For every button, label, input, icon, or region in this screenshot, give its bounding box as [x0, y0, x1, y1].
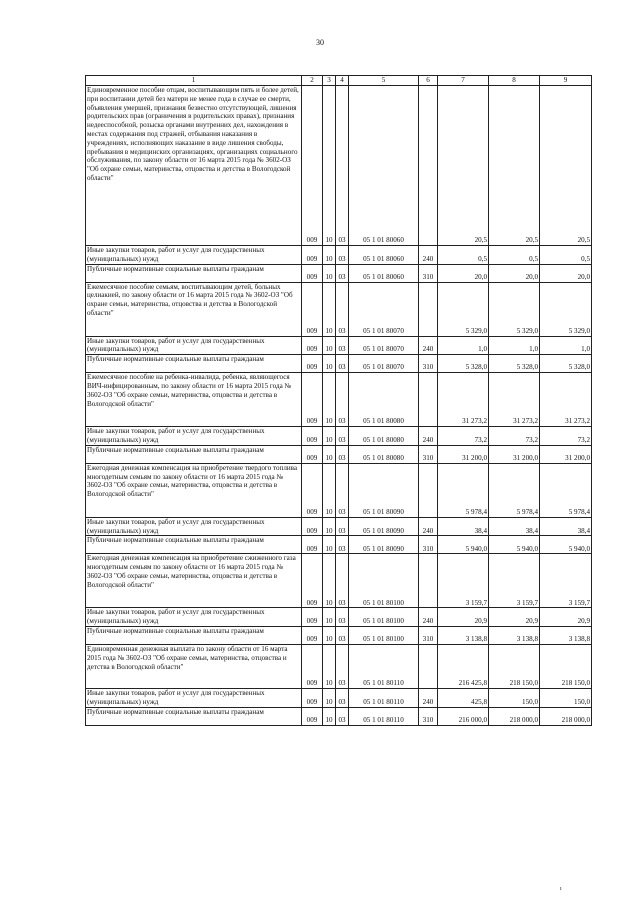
expense-type-cell: 310 — [419, 355, 438, 373]
code-cell-3: 10 — [323, 688, 336, 707]
code-cell-2: 009 — [302, 86, 323, 246]
row-name-cell: Иные закупки товаров, работ и услуг для государственных (муниципальных) нужд — [86, 517, 302, 536]
row-name-cell: Ежегодная денежная компенсация на приобретение сжиженного газа многодетным семьям по закону области от 16 марта 2015 года № 3602-ОЗ "Об охране семьи, материнства, отцовства и детства в Вологодской области" — [86, 554, 302, 608]
amount-cell-8: 1,0 — [489, 336, 540, 355]
code-cell-3: 10 — [323, 554, 336, 608]
amount-cell-8: 3 138,8 — [489, 626, 540, 644]
header-cell: 1 — [86, 76, 302, 86]
amount-cell-8: 20,9 — [489, 608, 540, 627]
row-name-cell: Ежегодная денежная компенсация на приобретение твердого топлива многодетным семьям по закону области от 16 марта 2015 года № 3602-ОЗ "Об охране семьи, материнства, отцовства и детства в Вологодской области" — [86, 463, 302, 517]
target-article-cell: 05 1 01 80110 — [349, 644, 419, 688]
amount-cell-8: 218 150,0 — [489, 644, 540, 688]
table-row — [86, 373, 592, 427]
amount-cell-8: 5 328,0 — [489, 355, 540, 373]
code-cell-3: 10 — [323, 536, 336, 554]
amount-cell-8: 218 000,0 — [489, 707, 540, 725]
amount-cell-7: 73,2 — [438, 427, 489, 446]
amount-cell-9: 73,2 — [540, 427, 592, 446]
amount-cell-8: 38,4 — [489, 517, 540, 536]
amount-cell-7: 31 200,0 — [438, 445, 489, 463]
row-name-cell: Иные закупки товаров, работ и услуг для государственных (муниципальных) нужд — [86, 246, 302, 265]
table-row — [86, 355, 592, 373]
amount-cell-9: 5 329,0 — [540, 282, 592, 336]
amount-cell-7: 20,9 — [438, 608, 489, 627]
code-cell-4: 03 — [336, 246, 349, 265]
code-cell-2: 009 — [302, 282, 323, 336]
amount-cell-7: 5 978,4 — [438, 463, 489, 517]
code-cell-2: 009 — [302, 427, 323, 446]
code-cell-4: 03 — [336, 463, 349, 517]
row-name-cell: Публичные нормативные социальные выплаты гражданам — [86, 707, 302, 725]
target-article-cell: 05 1 01 80090 — [349, 536, 419, 554]
expense-type-cell: 240 — [419, 246, 438, 265]
code-cell-3: 10 — [323, 608, 336, 627]
amount-cell-8: 0,5 — [489, 246, 540, 265]
amount-cell-9: 5 328,0 — [540, 355, 592, 373]
code-cell-2: 009 — [302, 626, 323, 644]
amount-cell-8: 31 273,2 — [489, 373, 540, 427]
code-cell-3: 10 — [323, 445, 336, 463]
code-cell-4: 03 — [336, 445, 349, 463]
table-row — [86, 688, 592, 707]
code-cell-2: 009 — [302, 336, 323, 355]
code-cell-2: 009 — [302, 445, 323, 463]
target-article-cell: 05 1 01 80080 — [349, 427, 419, 446]
expense-type-cell — [419, 463, 438, 517]
table-row — [86, 517, 592, 536]
amount-cell-7: 216 425,8 — [438, 644, 489, 688]
table-row — [86, 264, 592, 282]
expense-type-cell — [419, 554, 438, 608]
code-cell-4: 03 — [336, 707, 349, 725]
target-article-cell: 05 1 01 80080 — [349, 373, 419, 427]
amount-cell-8: 20,0 — [489, 264, 540, 282]
row-name-cell: Иные закупки товаров, работ и услуг для государственных (муниципальных) нужд — [86, 608, 302, 627]
amount-cell-7: 20,0 — [438, 264, 489, 282]
code-cell-3: 10 — [323, 517, 336, 536]
code-cell-2: 009 — [302, 264, 323, 282]
table-row — [86, 445, 592, 463]
row-name-cell: Публичные нормативные социальные выплаты гражданам — [86, 626, 302, 644]
code-cell-4: 03 — [336, 644, 349, 688]
amount-cell-8: 20,5 — [489, 86, 540, 246]
table-header-row — [86, 76, 592, 86]
code-cell-3: 10 — [323, 336, 336, 355]
code-cell-3: 10 — [323, 373, 336, 427]
row-name-cell: Публичные нормативные социальные выплаты гражданам — [86, 264, 302, 282]
amount-cell-8: 5 329,0 — [489, 282, 540, 336]
code-cell-3: 10 — [323, 463, 336, 517]
header-cell: 6 — [419, 76, 438, 86]
code-cell-2: 009 — [302, 707, 323, 725]
header-cell: 2 — [302, 76, 323, 86]
amount-cell-8: 73,2 — [489, 427, 540, 446]
amount-cell-9: 20,0 — [540, 264, 592, 282]
code-cell-2: 009 — [302, 688, 323, 707]
target-article-cell: 05 1 01 80060 — [349, 246, 419, 265]
code-cell-3: 10 — [323, 644, 336, 688]
amount-cell-8: 5 940,0 — [489, 536, 540, 554]
header-cell: 8 — [489, 76, 540, 86]
code-cell-4: 03 — [336, 554, 349, 608]
budget-table — [85, 75, 592, 726]
code-cell-3: 10 — [323, 707, 336, 725]
code-cell-2: 009 — [302, 554, 323, 608]
code-cell-4: 03 — [336, 608, 349, 627]
code-cell-4: 03 — [336, 282, 349, 336]
row-name-cell: Единовременное пособие отцам, воспитывающим пять и более детей, при воспитании детей без матери не менее года в случае ее смерти, объявления умершей, признания безвестно отсутствующей, лишения родительских прав (ограничения в родительских правах), признания недееспособной, розыска органами внутренних дел, нахождения в местах содержания под стражей, отбывания наказания в учреждениях, исполняющих наказание в виде лишения свободы, пребывания в медицинских организациях, организациях социального обслуживания, по закону области от 16 марта 2015 года № 3602-ОЗ "Об охране семьи, материнства, отцовства и детства в Вологодской области" — [86, 86, 302, 246]
amount-cell-9: 1,0 — [540, 336, 592, 355]
table-row — [86, 336, 592, 355]
table-row — [86, 536, 592, 554]
row-name-cell: Публичные нормативные социальные выплаты гражданам — [86, 536, 302, 554]
amount-cell-7: 5 328,0 — [438, 355, 489, 373]
expense-type-cell: 310 — [419, 445, 438, 463]
target-article-cell: 05 1 01 80110 — [349, 688, 419, 707]
code-cell-3: 10 — [323, 427, 336, 446]
amount-cell-7: 5 329,0 — [438, 282, 489, 336]
table-row — [86, 608, 592, 627]
amount-cell-9: 218 000,0 — [540, 707, 592, 725]
code-cell-4: 03 — [336, 517, 349, 536]
corner-mark: ı — [560, 886, 562, 892]
amount-cell-9: 150,0 — [540, 688, 592, 707]
code-cell-4: 03 — [336, 427, 349, 446]
expense-type-cell: 240 — [419, 336, 438, 355]
code-cell-3: 10 — [323, 86, 336, 246]
code-cell-2: 009 — [302, 246, 323, 265]
code-cell-3: 10 — [323, 626, 336, 644]
table-row — [86, 86, 592, 246]
amount-cell-9: 38,4 — [540, 517, 592, 536]
expense-type-cell: 240 — [419, 608, 438, 627]
amount-cell-9: 5 940,0 — [540, 536, 592, 554]
row-name-cell: Иные закупки товаров, работ и услуг для государственных (муниципальных) нужд — [86, 688, 302, 707]
row-name-cell: Ежемесячное пособие семьям, воспитывающим детей, больных целиакией, по закону области от 16 марта 2015 года № 3602-ОЗ "Об охране семьи, материнства, отцовства и детства в Вологодской области" — [86, 282, 302, 336]
amount-cell-7: 1,0 — [438, 336, 489, 355]
code-cell-4: 03 — [336, 626, 349, 644]
target-article-cell: 05 1 01 80100 — [349, 608, 419, 627]
code-cell-2: 009 — [302, 355, 323, 373]
code-cell-4: 03 — [336, 264, 349, 282]
code-cell-3: 10 — [323, 264, 336, 282]
target-article-cell: 05 1 01 80100 — [349, 554, 419, 608]
amount-cell-9: 31 200,0 — [540, 445, 592, 463]
expense-type-cell: 310 — [419, 707, 438, 725]
amount-cell-8: 3 159,7 — [489, 554, 540, 608]
amount-cell-9: 20,5 — [540, 86, 592, 246]
expense-type-cell: 240 — [419, 427, 438, 446]
amount-cell-7: 38,4 — [438, 517, 489, 536]
page-number: 30 — [316, 38, 324, 47]
expense-type-cell — [419, 86, 438, 246]
amount-cell-7: 425,8 — [438, 688, 489, 707]
code-cell-2: 009 — [302, 373, 323, 427]
expense-type-cell: 310 — [419, 264, 438, 282]
target-article-cell: 05 1 01 80110 — [349, 707, 419, 725]
expense-type-cell — [419, 282, 438, 336]
amount-cell-9: 3 138,8 — [540, 626, 592, 644]
header-cell: 7 — [438, 76, 489, 86]
table-row — [86, 554, 592, 608]
expense-type-cell: 240 — [419, 688, 438, 707]
table-row — [86, 463, 592, 517]
code-cell-3: 10 — [323, 355, 336, 373]
code-cell-4: 03 — [336, 355, 349, 373]
table-row — [86, 246, 592, 265]
row-name-cell: Иные закупки товаров, работ и услуг для государственных (муниципальных) нужд — [86, 336, 302, 355]
amount-cell-7: 0,5 — [438, 246, 489, 265]
row-name-cell: Единовременная денежная выплата по закону области от 16 марта 2015 года № 3602-ОЗ "Об охране семьи, материнства, отцовства и детства в Вологодской области" — [86, 644, 302, 688]
code-cell-2: 009 — [302, 517, 323, 536]
expense-type-cell: 240 — [419, 517, 438, 536]
amount-cell-7: 31 273,2 — [438, 373, 489, 427]
expense-type-cell — [419, 644, 438, 688]
code-cell-3: 10 — [323, 282, 336, 336]
code-cell-4: 03 — [336, 86, 349, 246]
table-row — [86, 427, 592, 446]
code-cell-4: 03 — [336, 536, 349, 554]
code-cell-3: 10 — [323, 246, 336, 265]
amount-cell-7: 5 940,0 — [438, 536, 489, 554]
expense-type-cell — [419, 373, 438, 427]
expense-type-cell: 310 — [419, 626, 438, 644]
code-cell-2: 009 — [302, 536, 323, 554]
amount-cell-7: 216 000,0 — [438, 707, 489, 725]
table-row — [86, 282, 592, 336]
row-name-cell: Ежемесячное пособие на ребенка-инвалида, ребенка, являющегося ВИЧ-инфицированным, по закону области от 16 марта 2015 года № 3602-ОЗ "Об охране семьи, материнства, отцовства и детства в Вологодской области" — [86, 373, 302, 427]
target-article-cell: 05 1 01 80080 — [349, 445, 419, 463]
amount-cell-8: 150,0 — [489, 688, 540, 707]
target-article-cell: 05 1 01 80090 — [349, 463, 419, 517]
amount-cell-9: 0,5 — [540, 246, 592, 265]
amount-cell-7: 3 159,7 — [438, 554, 489, 608]
header-cell: 5 — [349, 76, 419, 86]
amount-cell-9: 3 159,7 — [540, 554, 592, 608]
code-cell-2: 009 — [302, 608, 323, 627]
expense-type-cell: 310 — [419, 536, 438, 554]
target-article-cell: 05 1 01 80060 — [349, 86, 419, 246]
code-cell-4: 03 — [336, 373, 349, 427]
row-name-cell: Иные закупки товаров, работ и услуг для государственных (муниципальных) нужд — [86, 427, 302, 446]
target-article-cell: 05 1 01 80070 — [349, 336, 419, 355]
amount-cell-9: 20,9 — [540, 608, 592, 627]
code-cell-2: 009 — [302, 463, 323, 517]
amount-cell-7: 20,5 — [438, 86, 489, 246]
target-article-cell: 05 1 01 80090 — [349, 517, 419, 536]
code-cell-4: 03 — [336, 688, 349, 707]
header-cell: 9 — [540, 76, 592, 86]
table-row — [86, 626, 592, 644]
row-name-cell: Публичные нормативные социальные выплаты гражданам — [86, 445, 302, 463]
target-article-cell: 05 1 01 80070 — [349, 282, 419, 336]
header-cell: 3 — [323, 76, 336, 86]
table-row — [86, 644, 592, 688]
code-cell-4: 03 — [336, 336, 349, 355]
amount-cell-8: 5 978,4 — [489, 463, 540, 517]
amount-cell-7: 3 138,8 — [438, 626, 489, 644]
code-cell-2: 009 — [302, 644, 323, 688]
amount-cell-9: 218 150,0 — [540, 644, 592, 688]
header-cell: 4 — [336, 76, 349, 86]
target-article-cell: 05 1 01 80060 — [349, 264, 419, 282]
amount-cell-9: 31 273,2 — [540, 373, 592, 427]
target-article-cell: 05 1 01 80100 — [349, 626, 419, 644]
target-article-cell: 05 1 01 80070 — [349, 355, 419, 373]
row-name-cell: Публичные нормативные социальные выплаты гражданам — [86, 355, 302, 373]
amount-cell-9: 5 978,4 — [540, 463, 592, 517]
amount-cell-8: 31 200,0 — [489, 445, 540, 463]
table-row — [86, 707, 592, 725]
